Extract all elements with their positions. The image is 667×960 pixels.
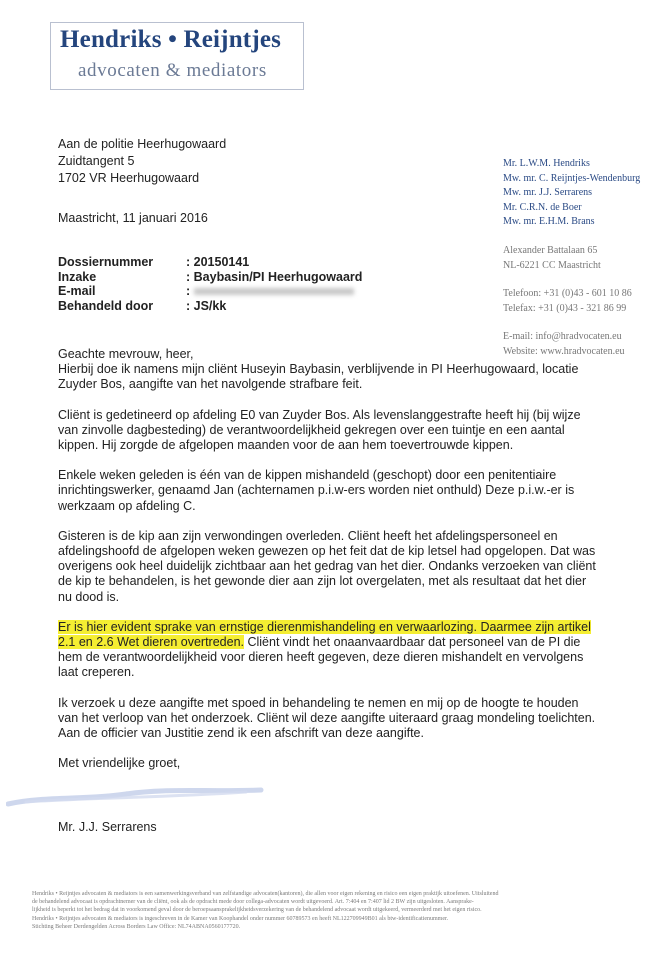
signer-name: Mr. J.J. Serrarens <box>58 820 157 834</box>
firm-address: Alexander Battalaan 65 <box>503 244 598 256</box>
lawyer-names <box>503 157 663 230</box>
meta-value: : Baybasin/PI Heerhugowaard <box>186 269 363 284</box>
letter-paragraph: Cliënt is gedetineerd op afdeling E0 van Zuyder Bos. Als levenslanggestrafte heeft hij (bij wijze van zinvolle dagbesteding) de verantwoordelijkheid gekregen over een tuintje en een aantal kippen. Hij zorgde de afgelopen maanden voor de aan hem toevertrouwde kippen. <box>58 407 581 453</box>
firm-sidebar <box>503 157 663 360</box>
lawyer-name: Mw. mr. J.J. Serrarens <box>503 187 593 199</box>
firm-address: NL-6221 CC Maastricht <box>503 259 601 271</box>
firm-name: Hendriks • Reijntjes <box>60 26 282 53</box>
firm-email: E-mail: info@hradvocaten.eu <box>503 331 622 343</box>
letter-paragraph: Gisteren is de kip aan zijn verwondingen overleden. Cliënt heeft het afdelingspersoneel en afdelingshoofd de afgelopen weken gewezen op het feit dat de kip letsel had opgelopen. Dat was overigens ook heel duidelijk zichtbaar aan het gedrag van het dier. Ondanks verzoeken van cliënt de kip te behandelen, is het gewonde dier aan zijn lot overgelaten, met als resultaat dat het dier nu dood is. <box>58 528 596 604</box>
lawyer-name: Mw. mr. E.H.M. Brans <box>503 216 595 228</box>
addressee-block <box>58 136 226 187</box>
letter-paragraph <box>58 347 598 362</box>
meta-key: E-mail <box>58 284 96 298</box>
highlighted-text: Er is hier evident sprake van ernstige dierenmishandeling en verwaarlozing. Daarmee zijn artikel 2.1 en 2.6 Wet dieren overtreden. <box>58 619 591 650</box>
footer-line: de behandelend advocaat is opdrachtnemer van de cliënt, ook als de opdracht mede door collega-advocaten wordt uitgevoerd. Art. 7:404 en 7:407 lid 2 BW zijn uitgesloten. Aansprake- <box>32 899 474 906</box>
date-line: Maastricht, 11 januari 2016 <box>58 211 208 225</box>
firm-fax: Telefax: +31 (0)43 - 321 86 99 <box>503 302 627 314</box>
letter-paragraph: Ik verzoek u deze aangifte met spoed in behandeling te nemen en mij op de hoogte te houden van het verloop van het onderzoek. Cliënt wil deze aangifte uiteraard graag mondeling toelichten. Aan de officier van Justitie zend ik een afschrift van deze aangifte. <box>58 695 596 741</box>
meta-key: Inzake <box>58 269 97 284</box>
letter-paragraph: Enkele weken geleden is één van de kippen mishandeld (geschopt) door een penitentiaire inrichtingswerker, genaamd Jan (achternamen p.i.w-ers worden niet onthuld) Deze p.i.w.-er is werkzaam op afdeling C. <box>58 468 575 513</box>
legal-footer <box>32 890 642 931</box>
redacted-email <box>194 288 354 295</box>
meta-value: : <box>186 284 354 299</box>
meta-value: : 20150141 <box>186 255 250 269</box>
letter-paragraph <box>58 620 598 681</box>
meta-key: Behandeld door <box>58 298 154 313</box>
footer-line: Hendriks • Reijntjes advocaten & mediators is ingeschreven in de Kamer van Koophandel onder nummer 60789573 en heeft NL122709949B01 als btw-identificatienummer. <box>32 915 449 922</box>
footer-line: Stichting Beheer Derdengelden Across Borders Law Office: NL74ABNA0560177720. <box>32 923 241 930</box>
lawyer-name: Mw. mr. C. Reijntjes-Wendenburg <box>503 172 641 184</box>
meta-value: : JS/kk <box>186 298 227 313</box>
salutation: Geachte mevrouw, heer, <box>58 347 194 361</box>
firm-phone: Telefoon: +31 (0)43 - 601 10 86 <box>503 288 632 300</box>
signature-redacted <box>6 786 266 808</box>
addressee-line: Zuidtangent 5 <box>58 154 135 168</box>
addressee-line: 1702 VR Heerhugowaard <box>58 171 200 185</box>
letter-body <box>58 347 598 786</box>
firm-website: Website: www.hradvocaten.eu <box>503 345 625 357</box>
firm-tagline: advocaten & mediators <box>78 60 267 81</box>
letter-paragraph: Hierbij doe ik namens mijn cliënt Huseyin Baybasin, verblijvende in PI Heerhugowaard, locatie Zuyder Bos, aangifte van het navolgende strafbare feit. <box>58 362 579 392</box>
closing: Met vriendelijke groet, <box>58 756 181 771</box>
paragraph-text: Cliënt vindt het onaanvaardbaar dat personeel van de PI die hem de verantwoordelijkheid voor dieren heeft gegeven, deze dieren mishandelt en vervolgens laat creperen. <box>58 635 584 680</box>
addressee-line: Aan de politie Heerhugowaard <box>58 137 227 151</box>
footer-line: lijkheid is beperkt tot het bedrag dat in voorkomend geval door de beroepsaansprakelijkheidsverzekering van de behandelend advocaat wordt uitgekeerd, vermeerderd met het eigen risico. <box>32 907 482 914</box>
meta-key: Dossiernummer <box>58 255 154 269</box>
footer-line: Hendriks • Reijntjes advocaten & mediators is een samenwerkingsverband van zelfstandige advocaten(kantoren), die allen voor eigen rekening en risico een eigen praktijk uitoefenen. Uitsluitend <box>32 891 499 897</box>
lawyer-name: Mr. C.R.N. de Boer <box>503 201 582 213</box>
lawyer-name: Mr. L.W.M. Hendriks <box>503 158 590 169</box>
